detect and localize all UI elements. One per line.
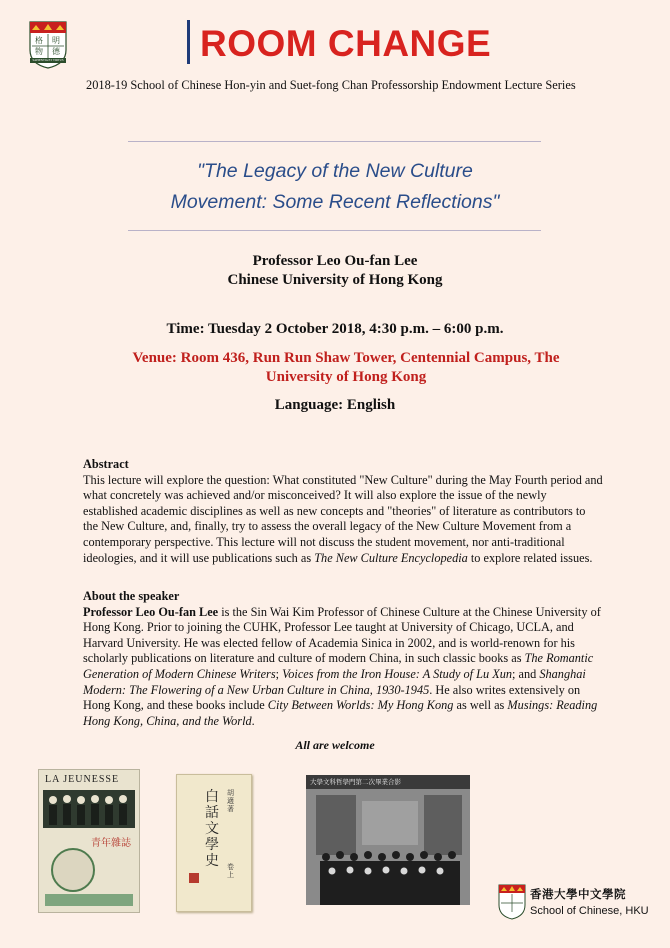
book-volume: 卷上 [227, 863, 234, 879]
book-title-3: Shanghai Modern: The Flowering of a New Urban Culture in China, 1930-1945 [83, 666, 586, 697]
lecture-title-line1: "The Legacy of the New Culture [197, 160, 473, 182]
magazine-band [45, 894, 133, 906]
book-title-1: The Romantic Generation of Modern Chinese Writers [83, 651, 594, 681]
footer-chinese-name: 香港大學中文學院 [530, 887, 626, 901]
magazine-cover-image [38, 769, 140, 913]
book-author: 胡適著 [227, 789, 234, 813]
group-photo-image [306, 775, 470, 905]
crest-char-4: 物 [35, 47, 43, 56]
footer-crest-icon [498, 884, 526, 920]
about-speaker-name: Professor Leo Ou-fan Lee [83, 604, 219, 619]
book-title-5: Musings: Reading Hong Kong, China, and the World [83, 698, 598, 728]
magazine-crowd-graphic [43, 790, 135, 828]
speaker-affiliation: Chinese University of Hong Kong [227, 272, 443, 288]
about-text [83, 605, 603, 730]
school-of-chinese-logo [498, 880, 658, 928]
crest-motto: SAPIENTIA ET VIRTUS [32, 58, 64, 62]
book-title-4: City Between Worlds: My Hong Kong [267, 698, 454, 713]
speaker-name: Professor Leo Ou-fan Lee [252, 253, 418, 269]
footer-english-name: School of Chinese, HKU [530, 905, 649, 917]
speaker-block [0, 252, 670, 290]
abstract-section [83, 457, 603, 566]
lecture-title-line2: Movement: Some Recent Reflections" [170, 191, 500, 213]
venue-line1: Venue: Room 436, Run Run Shaw Tower, Centennial Campus, The [132, 350, 560, 366]
all-welcome-note: All are welcome [295, 738, 375, 752]
abstract-text [83, 473, 603, 567]
abstract-book-title: The New Culture Encyclopedia [314, 550, 468, 565]
about-text-5: as well as [453, 698, 508, 713]
about-section [83, 589, 603, 729]
book-seal [189, 873, 199, 883]
venue-line2: University of Hong Kong [265, 369, 427, 385]
magazine-masthead: LA JEUNESSE [45, 774, 120, 785]
book-cover-image [176, 774, 252, 912]
crest-char-1: 明 [52, 36, 60, 45]
crest-char-3: 格 [35, 36, 43, 45]
book-title: 白話文學史 [205, 789, 219, 869]
magazine-portrait [51, 848, 95, 892]
abstract-heading: Abstract [83, 457, 129, 471]
about-text-3: ; and [512, 666, 540, 681]
event-venue [0, 349, 670, 387]
photo-caption: 大學文科哲學門第二次畢業合影 [310, 778, 401, 786]
about-text-4: . He also writes extensively on Hong Kong, and these books include [83, 682, 581, 713]
title-rule-bottom [128, 230, 541, 231]
about-heading: About the speaker [83, 589, 180, 603]
event-time: Time: Tuesday 2 October 2018, 4:30 p.m. – 6:00 p.m. [166, 321, 504, 337]
abstract-text-a: This lecture will explore the question: What constituted "New Culture" during the May Fourth period and what concretely was achieved and/or misconceived? It will also explore the issue of the newly established academic disciplines as well as new concepts and "theories" of literature as contributors to the New Culture, and, finally, try to assess the overall legacy of the New Culture Movement from a contemporary perspective. This lecture will not discuss the student movement, nor anti-traditional ideologies, and it will use publications such as [83, 472, 603, 565]
about-text-1: is the Sin Wai Kim Professor of Chinese Culture at the Chinese University of Hong Kong. Prior to joining the CUHK, Professor Lee taught at University of Chicago, UCLA, and Harvard University. He was elected fellow of Academia Sinica in 2002, and is world-renown for his scholarly publications on literature and culture of modern China, in such classic books as [83, 604, 601, 666]
book-title-2: Voices from the Iron House: A Study of Lu Xun [282, 666, 513, 681]
magazine-title: 青年雜誌 [91, 838, 131, 849]
title-rule-top [128, 141, 541, 142]
about-text-2: ; [275, 666, 283, 681]
lecture-series-line: 2018-19 School of Chinese Hon-yin and Suet-fong Chan Professorship Endowment Lecture Series [86, 78, 576, 92]
crest-char-2: 德 [52, 47, 60, 56]
event-language: Language: English [274, 397, 396, 413]
room-change-notice: ROOM CHANGE [200, 23, 492, 64]
hku-crest-logo [28, 20, 68, 70]
about-text-6: . [251, 713, 255, 728]
header-divider [187, 20, 190, 64]
abstract-text-b: to explore related issues. [467, 550, 593, 565]
